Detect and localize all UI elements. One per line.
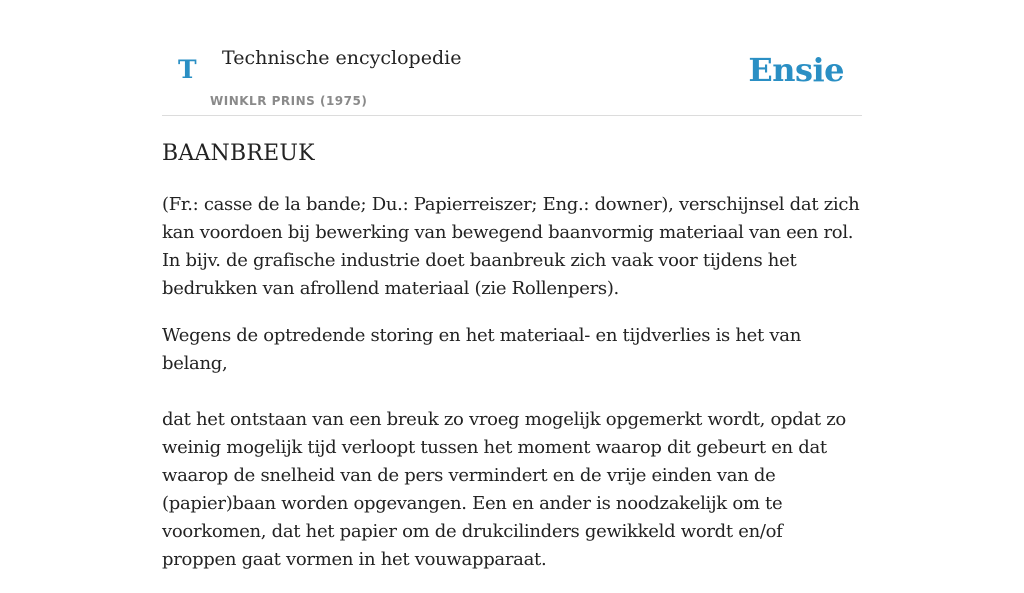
book-logo-icon[interactable]: T xyxy=(178,55,197,84)
book-subtitle: WINKLR PRINS (1975) xyxy=(210,94,368,108)
book-title[interactable]: Technische encyclopedie xyxy=(222,47,462,69)
entry-content xyxy=(162,138,862,593)
site-logo[interactable]: Ensie xyxy=(748,51,844,89)
page-header xyxy=(162,0,862,116)
entry-paragraph: (Fr.: casse de la bande; Du.: Papierreiszer; Eng.: downer), verschijnsel dat zich kan voordoen bij bewerking van bewegend baanvormig materiaal van een rol. In bijv. de grafische industrie doet baanbreuk zich vaak voor tijdens het bedrukken van afrollend materiaal (zie Rollenpers). xyxy=(162,194,860,299)
entry-paragraph: Wegens de optredende storing en het materiaal- en tijdverlies is het van belang, xyxy=(162,325,801,374)
entry-paragraph: dat het ontstaan van een breuk zo vroeg mogelijk opgemerkt wordt, opdat zo weinig mogelijk tijd verloopt tussen het moment waarop dit gebeurt en dat waarop de snelheid van de pers vermindert en de vrije einden van de (papier)baan worden opgevangen. Een en ander is noodzakelijk om te voorkomen, dat het papier om de drukcilinders gewikkeld wordt en/of proppen gaat vormen in het vouwapparaat. xyxy=(162,409,846,570)
entry-title: BAANBREUK xyxy=(162,141,315,166)
